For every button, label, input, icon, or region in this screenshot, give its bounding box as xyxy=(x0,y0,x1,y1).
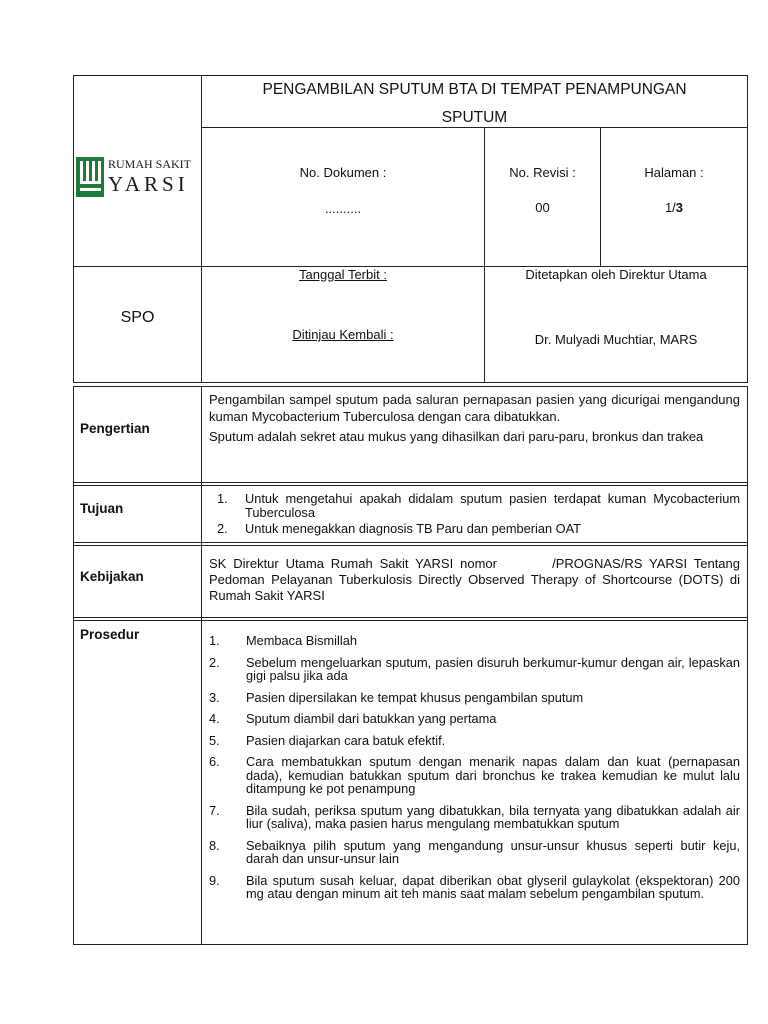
prosedur-item-number: 8. xyxy=(209,837,220,853)
tujuan-item-text: Untuk mengetahui apakah didalam sputum pasien terdapat kuman Mycobacterium Tuberculosa xyxy=(245,491,740,520)
prosedur-item-number: 2. xyxy=(209,654,220,670)
header-vdivider-rev xyxy=(600,127,601,267)
body-border-bottom xyxy=(73,944,748,945)
prosedur-item-number: 3. xyxy=(209,689,220,705)
prosedur-item-number: 6. xyxy=(209,754,220,769)
review-date-label: Ditinjau Kembali : xyxy=(292,327,394,342)
body-hdivider-3 xyxy=(73,617,748,618)
approved-by-name: Dr. Mulyadi Muchtiar, MARS xyxy=(534,332,698,347)
spo-label: SPO xyxy=(120,309,155,326)
logo-text-line2: YARSI xyxy=(108,172,189,196)
revision-value: 00 xyxy=(535,200,550,215)
prosedur-item-number: 7. xyxy=(209,802,220,818)
body-hdivider-3b xyxy=(73,620,748,621)
section-label-tujuan: Tujuan xyxy=(80,501,124,516)
revision-label: No. Revisi : xyxy=(509,165,576,180)
header-border-right xyxy=(747,75,748,383)
pengertian-paragraph-2: Sputum adalah sekret atau mukus yang dihasilkan dari paru-paru, bronkus dan trakea xyxy=(209,429,704,444)
prosedur-item xyxy=(209,734,740,748)
header-border-left xyxy=(73,75,74,383)
prosedur-item-number: 5. xyxy=(209,732,220,748)
pengertian-content xyxy=(209,392,740,446)
page-value-total: 3 xyxy=(675,200,684,215)
prosedur-item xyxy=(209,691,740,705)
body-vdivider xyxy=(201,386,202,945)
tujuan-item-number: 1. xyxy=(217,491,228,506)
prosedur-item-text: Cara membatukkan sputum dengan menarik napas dalam dan kuat (pernapasan dada), kemudian batukkan sputum dari bronchus ke trakea kemudian ke mulut lalu ditampung ke pot penampung xyxy=(246,754,740,796)
prosedur-item-number: 4. xyxy=(209,711,220,726)
prosedur-item-number: 9. xyxy=(209,872,220,888)
document-title-line1: PENGAMBILAN SPUTUM BTA DI TEMPAT PENAMPUNGAN xyxy=(262,81,687,98)
approved-by-label: Ditetapkan oleh Direktur Utama xyxy=(525,267,707,282)
section-label-prosedur: Prosedur xyxy=(80,627,140,642)
prosedur-list xyxy=(209,634,740,901)
issue-date-label: Tanggal Terbit : xyxy=(299,267,387,282)
section-label-kebijakan: Kebijakan xyxy=(80,569,144,584)
page-value-current: 1/ xyxy=(664,200,676,215)
yarsi-emblem-icon xyxy=(76,157,104,197)
body-border-left xyxy=(73,386,74,945)
prosedur-item xyxy=(209,839,740,866)
prosedur-item-text: Bila sputum susah keluar, dapat diberikan obat glyseril gulaykolat (ekspektoran) 200 mg atau dengan minum ait teh manis saat malam sebelum pengambilan sputum. xyxy=(246,872,740,901)
doc-number-label: No. Dokumen : xyxy=(299,165,387,180)
body-border-top xyxy=(73,386,748,387)
body-border-right xyxy=(747,386,748,945)
body-hdivider-2b xyxy=(73,545,748,546)
prosedur-item-text: Sebelum mengeluarkan sputum, pasien disuruh berkumur-kumur dengan air, lepaskan gigi palsu jika ada xyxy=(246,654,740,683)
prosedur-item xyxy=(209,656,740,683)
kebijakan-content: SK Direktur Utama Rumah Sakit YARSI nomor /PROGNAS/RS YARSI Tentang Pedoman Pelayanan Tuberkulosis Directly Observed Therapy of Shortcourse (DOTS) di Rumah Sakit YARSI xyxy=(209,556,744,603)
prosedur-item-text: Bila sudah, periksa sputum yang dibatukkan, bila ternyata yang dibatukkan adalah air liur (saliva), maka pasien harus mengulang membatukkan sputum xyxy=(246,802,740,831)
prosedur-item xyxy=(209,804,740,831)
document-title-line2: SPUTUM xyxy=(441,109,508,126)
doc-number-value: .......... xyxy=(324,201,362,216)
prosedur-item xyxy=(209,634,740,648)
prosedur-item-text: Sebaiknya pilih sputum yang mengandung unsur-unsur khusus seperti butir keju, darah dan unsur-unsur lain xyxy=(246,837,740,866)
prosedur-item xyxy=(209,712,740,726)
section-label-pengertian: Pengertian xyxy=(80,421,150,436)
tujuan-item-text: Untuk menegakkan diagnosis TB Paru dan pemberian OAT xyxy=(245,521,581,536)
hospital-logo xyxy=(76,155,200,199)
body-hdivider-1 xyxy=(73,482,748,483)
page-value xyxy=(601,200,747,216)
tujuan-item xyxy=(217,492,740,519)
document-title xyxy=(202,76,747,132)
page-label: Halaman : xyxy=(644,165,704,180)
tujuan-item xyxy=(217,522,740,536)
tujuan-item-number: 2. xyxy=(217,521,228,536)
prosedur-item-text: Sputum diambil dari batukkan yang pertama xyxy=(246,711,497,726)
prosedur-item-text: Pasien dipersilakan ke tempat khusus pengambilan sputum xyxy=(246,689,584,705)
header-border-bottom xyxy=(73,382,748,383)
prosedur-item-text: Pasien diajarkan cara batuk efektif. xyxy=(246,732,446,748)
prosedur-item xyxy=(209,755,740,796)
body-hdivider-1b xyxy=(73,485,748,486)
prosedur-item-number: 1. xyxy=(209,633,220,648)
logo-text-line1: RUMAH SAKIT xyxy=(108,157,192,171)
body-hdivider-2 xyxy=(73,542,748,543)
prosedur-item-text: Membaca Bismillah xyxy=(246,633,357,648)
tujuan-list xyxy=(217,492,740,536)
pengertian-paragraph-1: Pengambilan sampel sputum pada saluran pernapasan pasien yang dicurigai mengandung kuman Mycobacterium Tuberculosa dengan cara dibatukkan. xyxy=(209,392,740,424)
prosedur-item xyxy=(209,874,740,901)
